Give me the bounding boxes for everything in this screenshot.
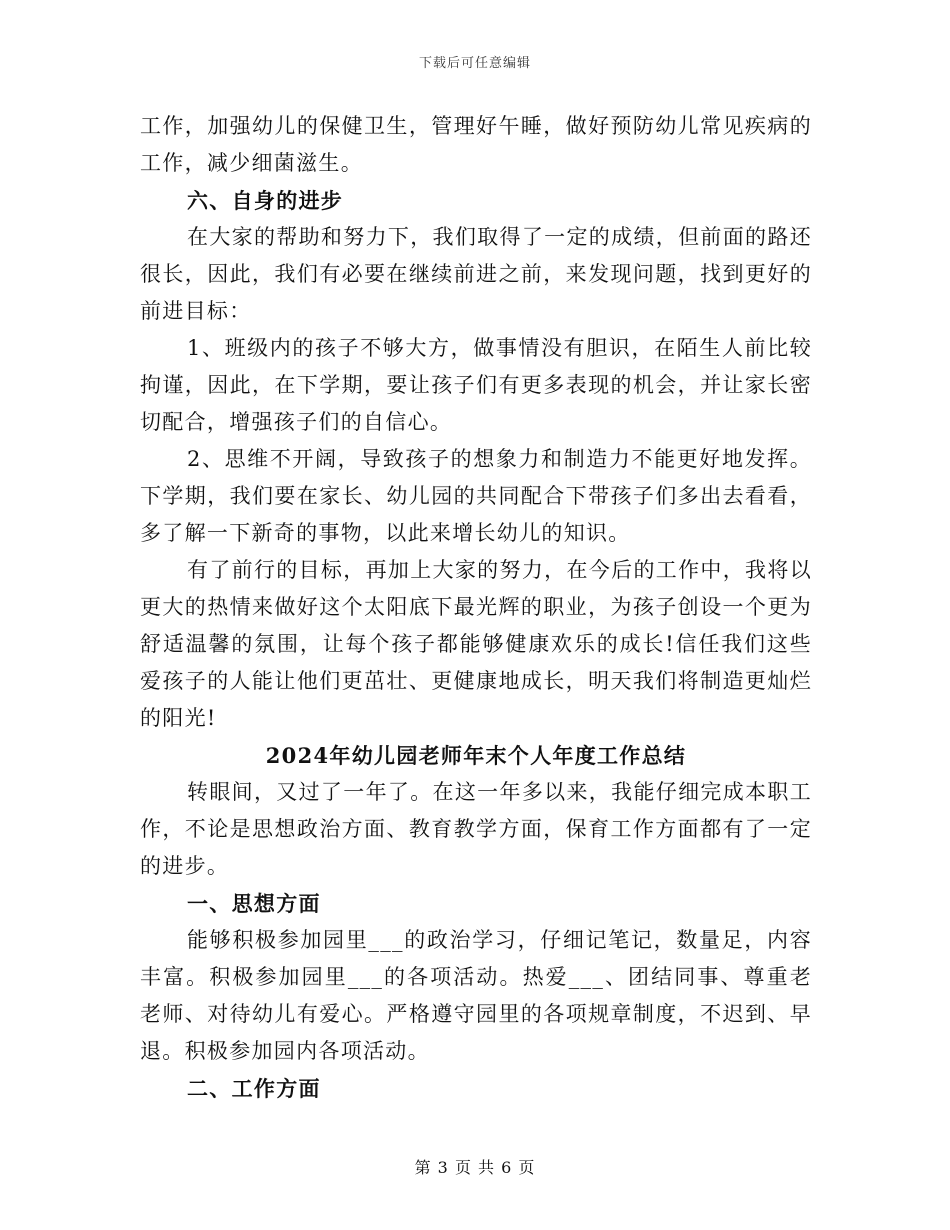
document-body [140,108,812,1107]
page-header: 下载后可任意编辑 [418,56,531,71]
paragraph: 能够积极参加园里___的政治学习，仔细记笔记，数量足，内容丰富。积极参加园里___的各项活动。热爱___、团结同事、尊重老老师、对待幼儿有爱心。严格遵守园里的各项规章制度，不迟到、早退。积极参加园内各项活动。 [140,928,812,1063]
list-item: 1、班级内的孩子不够大方，做事情没有胆识，在陌生人前比较拘谨，因此，在下学期，要让孩子们有更多表现的机会，并让家长密切配合，增强孩子们的自信心。 [140,336,812,434]
paragraph: 转眼间，又过了一年了。在这一年多以来，我能仔细完成本职工作，不论是思想政治方面、教育教学方面，保育工作方面都有了一定的进步。 [140,780,812,878]
paragraph: 在大家的帮助和努力下，我们取得了一定的成绩，但前面的路还很长，因此，我们有必要在继续前进之前，来发现问题，找到更好的前进目标： [140,225,812,323]
list-item: 2、思维不开阔，导致孩子的想象力和制造力不能更好地发挥。下学期，我们要在家长、幼儿园的共同配合下带孩子们多出去看看，多了解一下新奇的事物，以此来增长幼儿的知识。 [140,447,812,545]
page-number: 第 3 页 共 6 页 [414,1158,536,1177]
section-heading: 一、思想方面 [187,891,321,916]
paragraph: 工作，加强幼儿的保健卫生，管理好午睡，做好预防幼儿常见疾病的工作，减少细菌滋生。 [140,114,812,175]
section-heading: 六、自身的进步 [187,188,344,213]
document-title: 2024年幼儿园老师年末个人年度工作总结 [265,743,687,768]
section-heading: 二、工作方面 [187,1076,321,1101]
paragraph: 有了前行的目标，再加上大家的努力，在今后的工作中，我将以更大的热情来做好这个太阳底下最光辉的职业，为孩子创设一个更为舒适温馨的氛围，让每个孩子都能够健康欢乐的成长!信任我们这些爱孩子的人能让他们更茁壮、更健康地成长，明天我们将制造更灿烂的阳光! [140,558,812,730]
